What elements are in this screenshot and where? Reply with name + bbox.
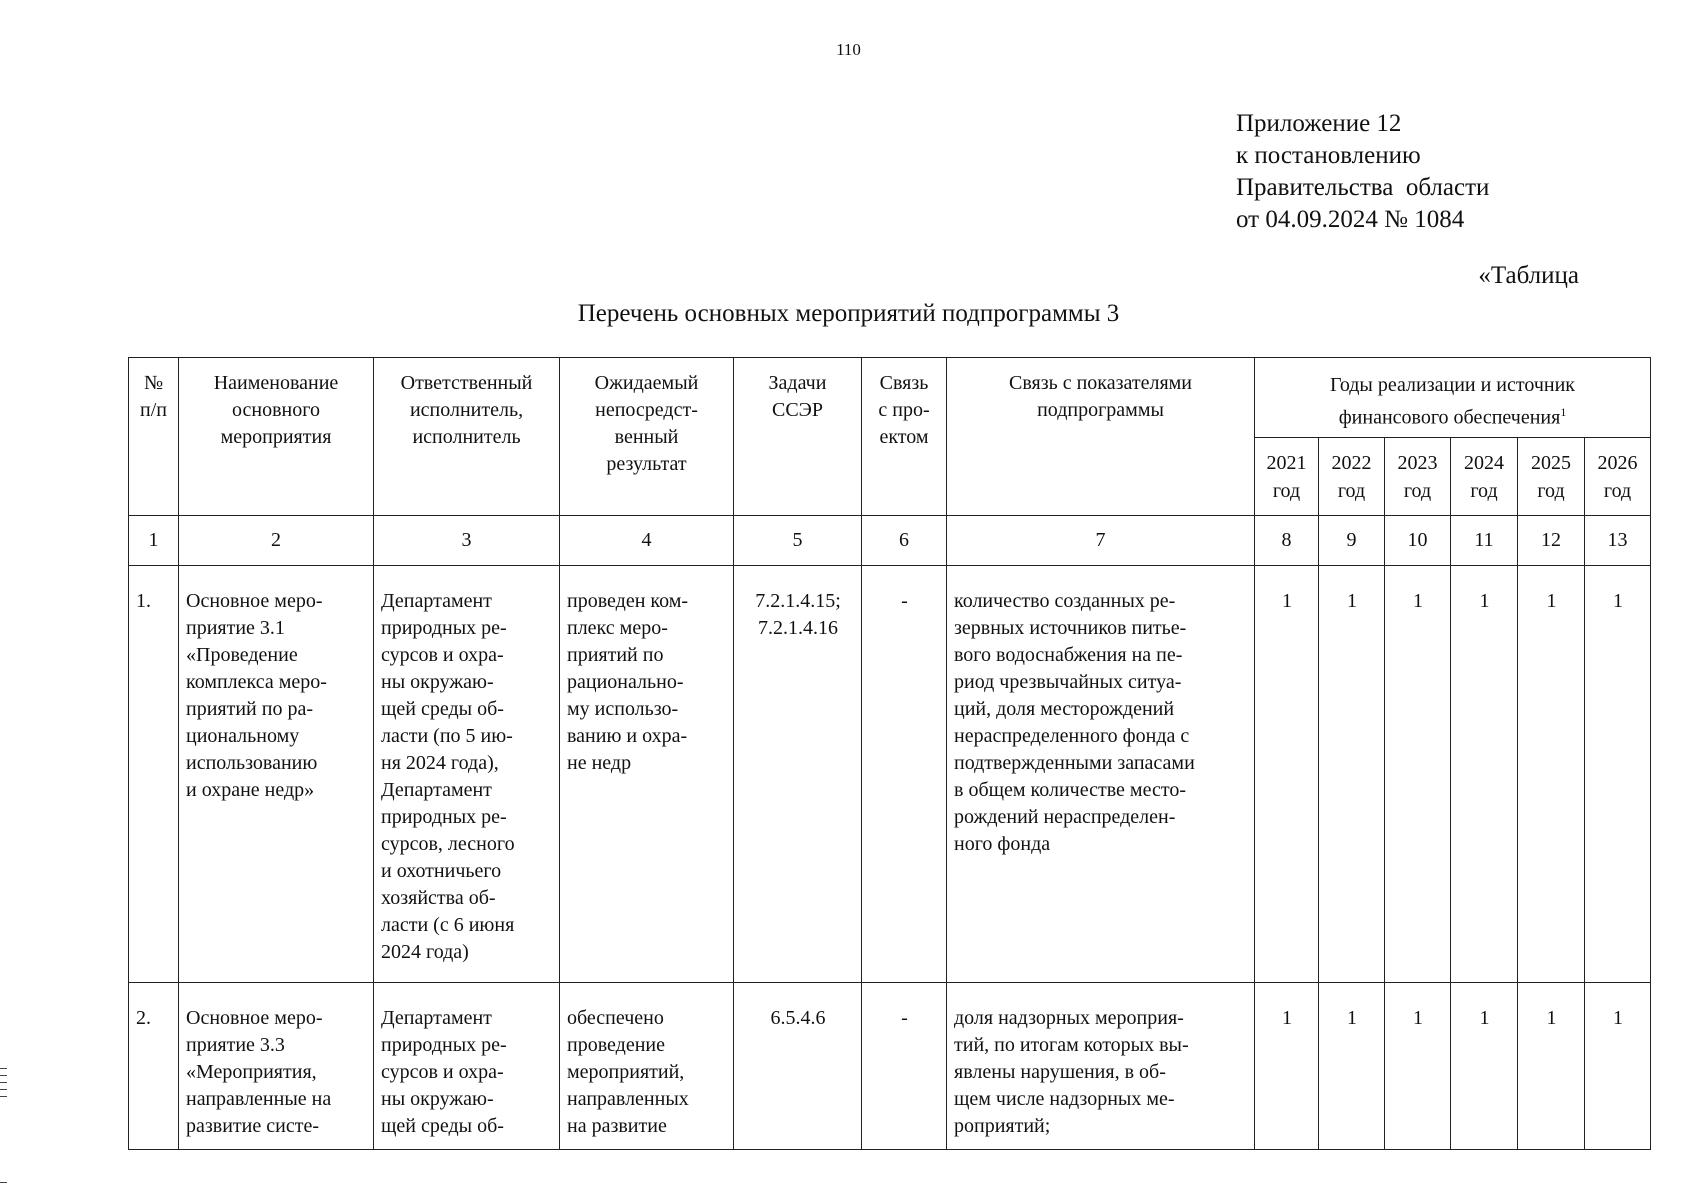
header-row bbox=[129, 358, 1651, 438]
scan-edge-mark bbox=[0, 1082, 7, 1083]
appendix-line-3: Правительства области bbox=[1236, 174, 1490, 201]
page-number: 110 bbox=[836, 40, 861, 59]
year-value: 1 bbox=[1385, 983, 1451, 1150]
column-number: 12 bbox=[1518, 516, 1585, 566]
year-value: 1 bbox=[1385, 566, 1451, 983]
column-number: 8 bbox=[1255, 516, 1319, 566]
appendix-line-1: Приложение 12 bbox=[1236, 110, 1402, 137]
column-number: 3 bbox=[374, 516, 560, 566]
row-number: 1. bbox=[129, 566, 179, 983]
year-value: 1 bbox=[1518, 566, 1585, 983]
appendix-block bbox=[1236, 108, 1489, 236]
header-num: № п/п bbox=[129, 358, 179, 516]
header-years-group bbox=[1255, 358, 1651, 438]
scan-edge-mark bbox=[0, 1182, 7, 1183]
row-number: 2. bbox=[129, 983, 179, 1150]
project-link: - bbox=[862, 983, 947, 1150]
table-row bbox=[129, 566, 1651, 983]
activity-name: Основное меро- приятие 3.1 «Проведение комплекса меро- приятий по ра- циональному использованию и охране недр» bbox=[179, 566, 374, 983]
expected-result: проведен ком- плекс меро- приятий по рационально- му использо- ванию и охра- не недр bbox=[560, 566, 734, 983]
header-year: 2025 год bbox=[1518, 438, 1585, 516]
scan-edge-mark bbox=[0, 1075, 7, 1076]
header-result: Ожидаемый непосредст- венный результат bbox=[560, 358, 734, 516]
header-executor: Ответственный исполнитель, исполнитель bbox=[374, 358, 560, 516]
header-year: 2024 год bbox=[1451, 438, 1518, 516]
column-number: 2 bbox=[179, 516, 374, 566]
footnote-marker: 1 bbox=[1560, 405, 1567, 419]
column-number: 4 bbox=[560, 516, 734, 566]
header-year: 2021 год bbox=[1255, 438, 1319, 516]
scan-edge-mark bbox=[0, 1089, 7, 1090]
appendix-line-4: от 04.09.2024 № 1084 bbox=[1236, 206, 1465, 233]
indicator-link: доля надзорных мероприя- тий, по итогам которых вы- явлены нарушения, в об- щем числе надзорных ме- роприятий; bbox=[947, 983, 1255, 1150]
executor: Департамент природных ре- сурсов и охра- ны окружаю- щей среды об- bbox=[374, 983, 560, 1150]
year-value: 1 bbox=[1585, 566, 1651, 983]
document-title: Перечень основных мероприятий подпрограммы 3 bbox=[577, 300, 1120, 327]
column-number: 11 bbox=[1451, 516, 1518, 566]
year-value: 1 bbox=[1319, 566, 1385, 983]
header-name: Наименование основного мероприятия bbox=[179, 358, 374, 516]
year-value: 1 bbox=[1585, 983, 1651, 1150]
ssер-tasks: 7.2.1.4.15; 7.2.1.4.16 bbox=[734, 566, 862, 983]
year-value: 1 bbox=[1518, 983, 1585, 1150]
year-value: 1 bbox=[1255, 983, 1319, 1150]
header-indicators: Связь с показателями подпрограммы bbox=[947, 358, 1255, 516]
header-tasks: Задачи ССЭР bbox=[734, 358, 862, 516]
year-value: 1 bbox=[1255, 566, 1319, 983]
column-number-row bbox=[129, 516, 1651, 566]
indicator-link: количество созданных ре- зервных источников питье- вого водоснабжения на пе- риод чрезвычайных ситуа- ций, доля месторождений нераспределенного фонда с подтвержденными запасами в общем количестве место- рождений нераспределен- ного фонда bbox=[947, 566, 1255, 983]
column-number: 5 bbox=[734, 516, 862, 566]
ssер-tasks: 6.5.4.6 bbox=[734, 983, 862, 1150]
column-number: 7 bbox=[947, 516, 1255, 566]
appendix-line-2: к постановлению bbox=[1236, 142, 1421, 169]
column-number: 9 bbox=[1319, 516, 1385, 566]
year-value: 1 bbox=[1451, 983, 1518, 1150]
year-value: 1 bbox=[1319, 983, 1385, 1150]
column-number: 13 bbox=[1585, 516, 1651, 566]
scan-edge-mark bbox=[0, 1068, 7, 1069]
year-value: 1 bbox=[1451, 566, 1518, 983]
header-year: 2026 год bbox=[1585, 438, 1651, 516]
column-number: 10 bbox=[1385, 516, 1451, 566]
header-project: Связь с про- ектом bbox=[862, 358, 947, 516]
column-number: 6 bbox=[862, 516, 947, 566]
header-year: 2023 год bbox=[1385, 438, 1451, 516]
activities-table bbox=[128, 357, 1651, 1150]
scan-edge-mark bbox=[0, 1096, 7, 1097]
header-years-group-text: Годы реализации и источник финансового обеспечения bbox=[1330, 374, 1576, 429]
executor: Департамент природных ре- сурсов и охра- ны окружаю- щей среды об- ласти (по 5 ию- ня 2024 года), Департамент природных ре- сурсов, лесного и охотничьего хозяйства об- ласти (с 6 июня 2024 года) bbox=[374, 566, 560, 983]
table-row bbox=[129, 983, 1651, 1150]
project-link: - bbox=[862, 566, 947, 983]
table-label: «Таблица bbox=[1478, 262, 1579, 289]
column-number: 1 bbox=[129, 516, 179, 566]
expected-result: обеспечено проведение мероприятий, направленных на развитие bbox=[560, 983, 734, 1150]
header-year: 2022 год bbox=[1319, 438, 1385, 516]
activity-name: Основное меро- приятие 3.3 «Мероприятия, направленные на развитие систе- bbox=[179, 983, 374, 1150]
